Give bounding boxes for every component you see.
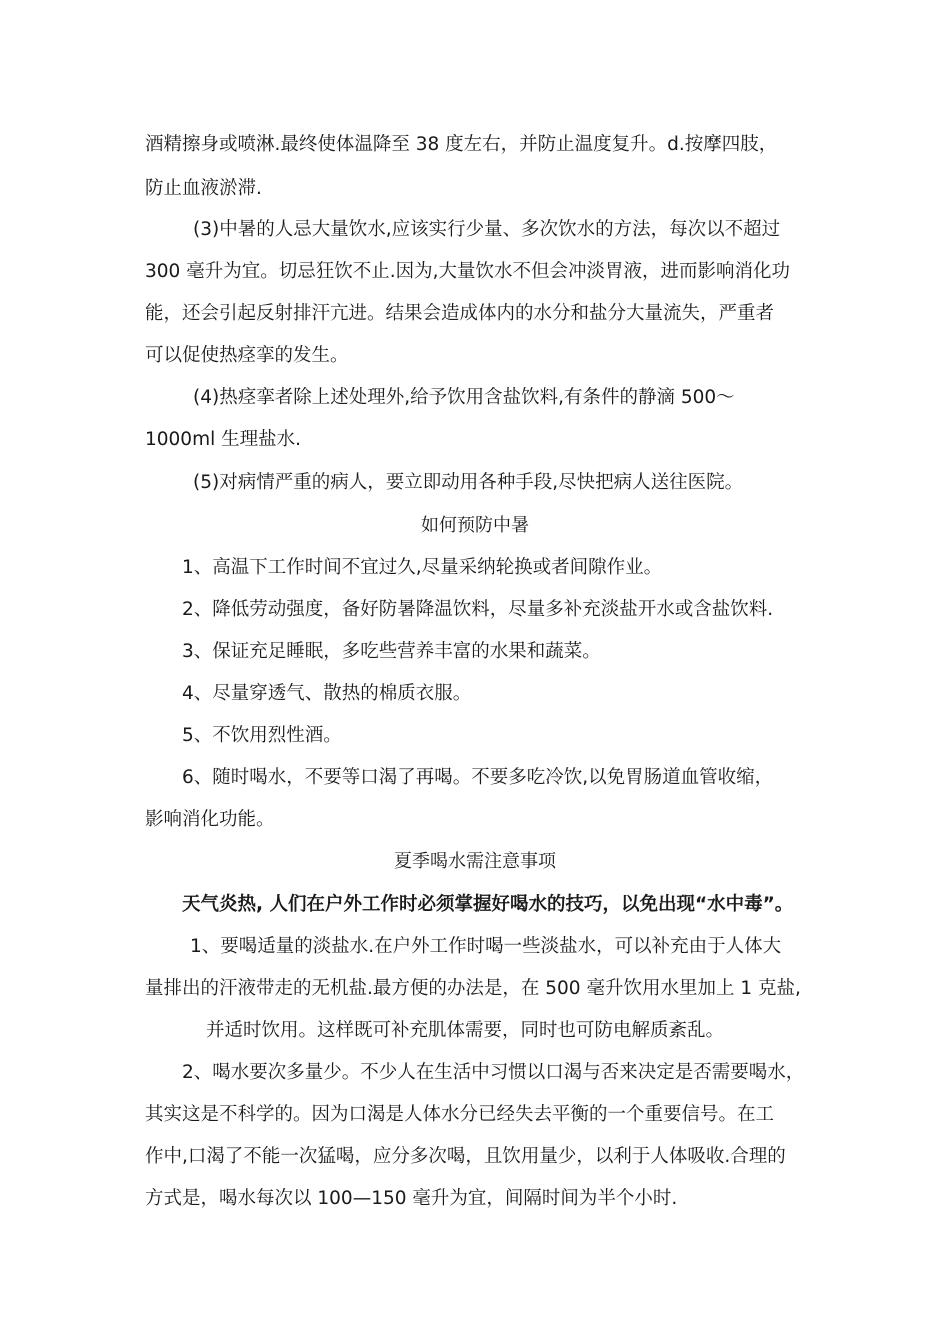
list-item: 2、降低劳动强度，备好防暑降温饮料，尽量多补充淡盐开水或含盐饮料. — [182, 599, 774, 620]
paragraph-line: 能，还会引起反射排汗亢进。结果会造成体内的水分和盐分大量流失，严重者 — [145, 303, 775, 324]
list-item: 4、尽量穿透气、散热的棉质衣服。 — [182, 683, 472, 704]
paragraph-line: 作中,口渴了不能一次猛喝，应分多次喝，且饮用量少，以利于人体吸收.合理的 — [145, 1146, 786, 1167]
paragraph-line: 1、要喝适量的淡盐水.在户外工作时喝一些淡盐水，可以补充由于人体大 — [190, 936, 782, 957]
paragraph-line: 其实这是不科学的。因为口渴是人体水分已经失去平衡的一个重要信号。在工 — [145, 1104, 775, 1125]
intro-paragraph: 天气炎热, 人们在户外工作时必须掌握好喝水的技巧，以免出现“水中毒”。 — [182, 894, 794, 915]
section-heading-summer-drinking: 夏季喝水需注意事项 — [394, 851, 556, 872]
list-item: 6、随时喝水，不要等口渴了再喝。不要多吃冷饮,以免胃肠道血管收缩， — [182, 767, 774, 788]
paragraph-line: 2、喝水要次多量少。不少人在生活中习惯以口渴与否来决定是否需要喝水， — [182, 1062, 805, 1083]
paragraph-line: (3)中暑的人忌大量饮水,应该实行少量、多次饮水的方法，每次以不超过 — [193, 219, 781, 240]
paragraph-line: 可以促使热痉挛的发生。 — [145, 345, 349, 366]
paragraph-line: (5)对病情严重的病人，要立即动用各种手段,尽快把病人送往医院。 — [193, 472, 744, 493]
paragraph-line: 1000ml 生理盐水. — [145, 429, 302, 450]
paragraph-line: 影响消化功能。 — [145, 809, 275, 830]
section-heading-prevent-heatstroke: 如何预防中暑 — [421, 515, 529, 536]
paragraph-line: 并适时饮用。这样既可补充肌体需要，同时也可防电解质紊乱。 — [206, 1020, 725, 1041]
paragraph-line: 300 毫升为宜。切忌狂饮不止.因为,大量饮水不但会冲淡胃液，进而影响消化功 — [145, 261, 790, 282]
list-item: 3、保证充足睡眠，多吃些营养丰富的水果和蔬菜。 — [182, 641, 601, 662]
paragraph-line: (4)热痉挛者除上述处理外,给予饮用含盐饮料,有条件的静滴 500～ — [193, 387, 735, 408]
paragraph-line: 防止血液淤滞. — [145, 178, 262, 199]
paragraph-line: 酒精擦身或喷淋.最终使体温降至 38 度左右，并防止温度复升。d.按摩四肢， — [145, 134, 778, 155]
paragraph-line: 量排出的汗液带走的无机盐.最方便的办法是，在 500 毫升饮用水里加上 1 克盐, — [145, 978, 801, 999]
paragraph-line: 方式是，喝水每次以 100—150 毫升为宜，间隔时间为半个小时. — [145, 1188, 678, 1209]
list-item: 5、不饮用烈性酒。 — [182, 725, 342, 746]
list-item: 1、高温下工作时间不宜过久,尽量采纳轮换或者间隙作业。 — [182, 557, 663, 578]
